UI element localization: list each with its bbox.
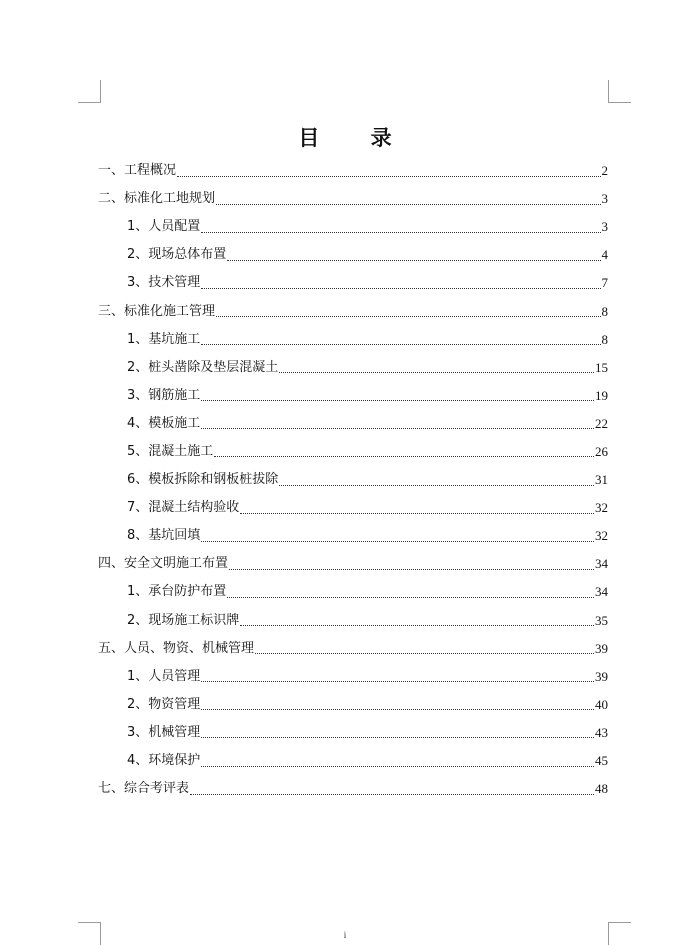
toc-entry[interactable] bbox=[98, 494, 608, 522]
toc-dot-leader bbox=[201, 541, 594, 542]
toc-entry-label: 五、人员、物资、机械管理 bbox=[98, 640, 255, 656]
toc-entry[interactable] bbox=[98, 719, 608, 747]
toc-entry-page-number: 22 bbox=[595, 415, 608, 431]
toc-entry-page-number: 8 bbox=[601, 331, 608, 347]
toc-dot-leader bbox=[201, 709, 594, 710]
toc-entry-page-number: 15 bbox=[595, 359, 608, 375]
toc-entry-label: 6、模板拆除和钢板桩拔除 bbox=[127, 472, 279, 488]
toc-dot-leader bbox=[190, 794, 594, 795]
toc-entry-page-number: 48 bbox=[595, 781, 608, 797]
toc-entry-label: 1、人员管理 bbox=[127, 668, 201, 684]
toc-dot-leader bbox=[279, 372, 594, 373]
toc-entry[interactable] bbox=[98, 635, 608, 663]
toc-dot-leader bbox=[214, 456, 594, 457]
toc-entry-label: 3、技术管理 bbox=[127, 275, 201, 291]
toc-entry-page-number: 7 bbox=[601, 275, 608, 291]
toc-entry-label: 1、基坑施工 bbox=[127, 331, 201, 347]
toc-entry-page-number: 3 bbox=[601, 219, 608, 235]
toc-entry[interactable] bbox=[98, 775, 608, 803]
toc-dot-leader bbox=[279, 485, 594, 486]
toc-dot-leader bbox=[201, 344, 600, 345]
toc-entry[interactable] bbox=[98, 663, 608, 691]
toc-entry-page-number: 45 bbox=[595, 753, 608, 769]
crop-mark-top-right bbox=[608, 80, 631, 103]
toc-dot-leader bbox=[216, 316, 600, 317]
toc-entry-page-number: 43 bbox=[595, 724, 608, 740]
toc-entry[interactable] bbox=[98, 269, 608, 297]
toc-entry-label: 四、安全文明施工布置 bbox=[98, 556, 229, 572]
toc-entry-page-number: 3 bbox=[601, 191, 608, 207]
toc-entry[interactable] bbox=[98, 691, 608, 719]
toc-entry[interactable] bbox=[98, 466, 608, 494]
toc-entry-page-number: 2 bbox=[601, 163, 608, 179]
toc-entry[interactable] bbox=[98, 213, 608, 241]
toc-entry-label: 1、人员配置 bbox=[127, 219, 201, 235]
toc-entry-page-number: 34 bbox=[595, 556, 608, 572]
toc-entry-label: 2、现场施工标识牌 bbox=[127, 612, 240, 628]
toc-dot-leader bbox=[240, 513, 594, 514]
toc-entry-label: 4、环境保护 bbox=[127, 753, 201, 769]
toc-entry-label: 8、基坑回填 bbox=[127, 528, 201, 544]
toc-entry-page-number: 32 bbox=[595, 528, 608, 544]
toc-dot-leader bbox=[201, 400, 594, 401]
toc-entry[interactable] bbox=[98, 522, 608, 550]
toc-entry-page-number: 34 bbox=[595, 584, 608, 600]
page-number: i bbox=[343, 930, 347, 940]
toc-entry-label: 2、物资管理 bbox=[127, 696, 201, 712]
toc-entry[interactable] bbox=[98, 578, 608, 606]
toc-entry-label: 5、混凝土施工 bbox=[127, 443, 214, 459]
toc-entry-label: 3、钢筋施工 bbox=[127, 387, 201, 403]
toc-dot-leader bbox=[216, 204, 600, 205]
crop-mark-top-left bbox=[78, 80, 101, 103]
toc-dot-leader bbox=[177, 176, 600, 177]
toc-entry[interactable] bbox=[98, 241, 608, 269]
toc-entry-label: 七、综合考评表 bbox=[98, 781, 190, 797]
toc-entry-label: 2、桩头凿除及垫层混凝土 bbox=[127, 359, 279, 375]
toc-dot-leader bbox=[201, 428, 594, 429]
toc-entry[interactable] bbox=[98, 185, 608, 213]
toc-entry-label: 3、机械管理 bbox=[127, 724, 201, 740]
toc-dot-leader bbox=[240, 625, 594, 626]
toc-dot-leader bbox=[229, 569, 594, 570]
toc-entry-page-number: 39 bbox=[595, 668, 608, 684]
toc-dot-leader bbox=[201, 232, 600, 233]
table-of-contents bbox=[98, 157, 608, 803]
toc-entry-page-number: 26 bbox=[595, 443, 608, 459]
toc-entry-page-number: 4 bbox=[601, 247, 608, 263]
toc-entry[interactable] bbox=[98, 550, 608, 578]
toc-dot-leader bbox=[227, 260, 600, 261]
toc-entry[interactable] bbox=[98, 747, 608, 775]
toc-entry[interactable] bbox=[98, 326, 608, 354]
toc-dot-leader bbox=[201, 737, 594, 738]
toc-entry[interactable] bbox=[98, 410, 608, 438]
toc-dot-leader bbox=[227, 597, 594, 598]
toc-title: 目 录 bbox=[298, 126, 414, 150]
toc-entry[interactable] bbox=[98, 157, 608, 185]
toc-entry-label: 二、标准化工地规划 bbox=[98, 191, 216, 207]
toc-entry-label: 三、标准化施工管理 bbox=[98, 303, 216, 319]
toc-entry[interactable] bbox=[98, 438, 608, 466]
toc-entry-page-number: 19 bbox=[595, 387, 608, 403]
toc-dot-leader bbox=[201, 288, 600, 289]
toc-entry-page-number: 35 bbox=[595, 612, 608, 628]
toc-entry-label: 4、模板施工 bbox=[127, 415, 201, 431]
toc-entry-label: 2、现场总体布置 bbox=[127, 247, 227, 263]
toc-entry[interactable] bbox=[98, 354, 608, 382]
toc-entry-page-number: 32 bbox=[595, 500, 608, 516]
toc-entry-label: 一、工程概况 bbox=[98, 163, 177, 179]
toc-entry-label: 1、承台防护布置 bbox=[127, 584, 227, 600]
toc-entry-page-number: 39 bbox=[595, 640, 608, 656]
toc-entry[interactable] bbox=[98, 607, 608, 635]
toc-entry-page-number: 40 bbox=[595, 696, 608, 712]
toc-entry-page-number: 8 bbox=[601, 303, 608, 319]
toc-dot-leader bbox=[255, 653, 594, 654]
toc-dot-leader bbox=[201, 766, 594, 767]
toc-entry-page-number: 31 bbox=[595, 472, 608, 488]
toc-entry-label: 7、混凝土结构验收 bbox=[127, 500, 240, 516]
toc-entry[interactable] bbox=[98, 382, 608, 410]
toc-entry[interactable] bbox=[98, 297, 608, 325]
toc-dot-leader bbox=[201, 681, 594, 682]
